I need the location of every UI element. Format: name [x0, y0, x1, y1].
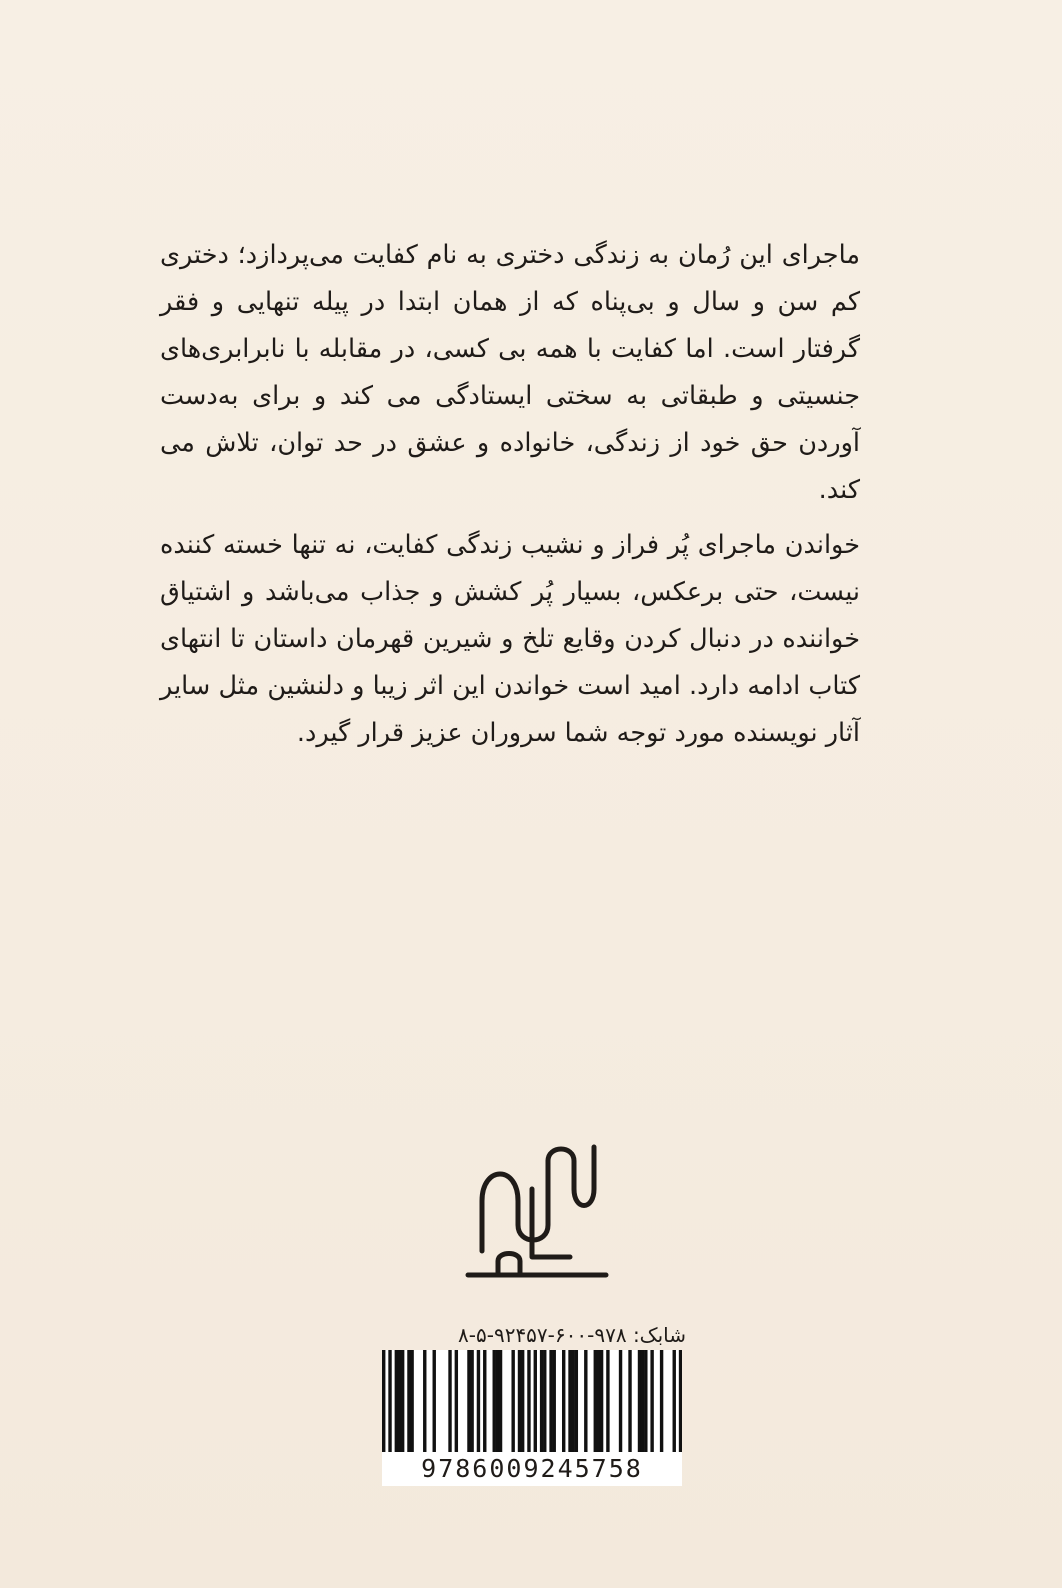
barcode-bar: [679, 1350, 682, 1452]
barcode-bar: [584, 1350, 587, 1452]
barcode-bar: [543, 1350, 546, 1452]
barcode-bars: [382, 1350, 682, 1452]
barcode-bar: [493, 1350, 496, 1452]
barcode-bar: [571, 1350, 574, 1452]
barcode-bar: [398, 1350, 401, 1452]
barcode-bar: [628, 1350, 631, 1452]
barcode-bar: [650, 1350, 653, 1452]
barcode-bar: [401, 1350, 404, 1452]
publisher-logo: [462, 1133, 612, 1281]
blurb-paragraph-2: خواندن ماجرای پُر فراز و نشیب زندگی کفایت، نه تنها خسته کننده نیست، حتی برعکس، بسیار پُر کشش و جذاب می‌باشد و اشتیاق خواننده در دنبال کردن وقایع تلخ و شیرین قهرمان داستان تا انتهای کتاب ادامه دارد. امید است خواندن این اثر زیبا و دلنشین مثل سایر آثار نویسنده مورد توجه شما سروران عزیز قرار گیرد.: [160, 530, 860, 748]
barcode-bar: [483, 1350, 486, 1452]
barcode-bar: [660, 1350, 663, 1452]
barcode-bar: [477, 1350, 480, 1452]
barcode-bar: [641, 1350, 644, 1452]
barcode-bar: [521, 1350, 524, 1452]
barcode-bar: [511, 1350, 514, 1452]
barcode-bar: [534, 1350, 537, 1452]
barcode-bar: [673, 1350, 676, 1452]
barcode-bar: [594, 1350, 597, 1452]
barcode-bar: [606, 1350, 609, 1452]
barcode-bar: [395, 1350, 398, 1452]
barcode-bar: [388, 1350, 391, 1452]
barcode-bar: [540, 1350, 543, 1452]
barcode-bar: [527, 1350, 530, 1452]
barcode-bar: [518, 1350, 521, 1452]
isbn-label: شابک:: [632, 1323, 686, 1347]
barcode-bar: [553, 1350, 556, 1452]
barcode-bar: [638, 1350, 641, 1452]
blurb-paragraph-1: ماجرای این رُمان به زندگی دختری به نام کفایت می‌پردازد؛ دختری کم سن و سال و بی‌پناه که از همان ابتدا در پیله تنهایی و فقر گرفتار است. اما کفایت با همه بی کسی، در مقابله با نابرابری‌های جنسیتی و طبقاتی به سختی ایستادگی می کند و برای به‌دست آوردن حق خود از زندگی، خانواده و عشق در حد توان، تلاش می کند.: [160, 240, 860, 505]
barcode-bar: [407, 1350, 410, 1452]
barcode-bar: [410, 1350, 413, 1452]
barcode-bar: [619, 1350, 622, 1452]
barcode-bar: [433, 1350, 436, 1452]
barcode-bar: [499, 1350, 502, 1452]
barcode-bar: [382, 1350, 385, 1452]
barcode-bar: [568, 1350, 571, 1452]
barcode-bar: [597, 1350, 600, 1452]
barcode-bar: [562, 1350, 565, 1452]
barcode-bar: [448, 1350, 451, 1452]
barcode-bar: [470, 1350, 473, 1452]
barcode-bar: [455, 1350, 458, 1452]
barcode-bar: [496, 1350, 499, 1452]
book-blurb: [160, 232, 860, 765]
barcode-digits: 9786009245758: [382, 1452, 682, 1486]
publisher-logo-mark: [462, 1133, 612, 1281]
barcode-bar: [423, 1350, 426, 1452]
barcode-bar: [644, 1350, 647, 1452]
barcode-bar: [575, 1350, 578, 1452]
barcode-bar: [467, 1350, 470, 1452]
barcode-bar: [549, 1350, 552, 1452]
isbn-line: [380, 1320, 686, 1350]
barcode-bar: [600, 1350, 603, 1452]
isbn-number: ۹۷۸-۶۰۰-۹۲۴۵۷-۵-۸: [458, 1323, 627, 1347]
